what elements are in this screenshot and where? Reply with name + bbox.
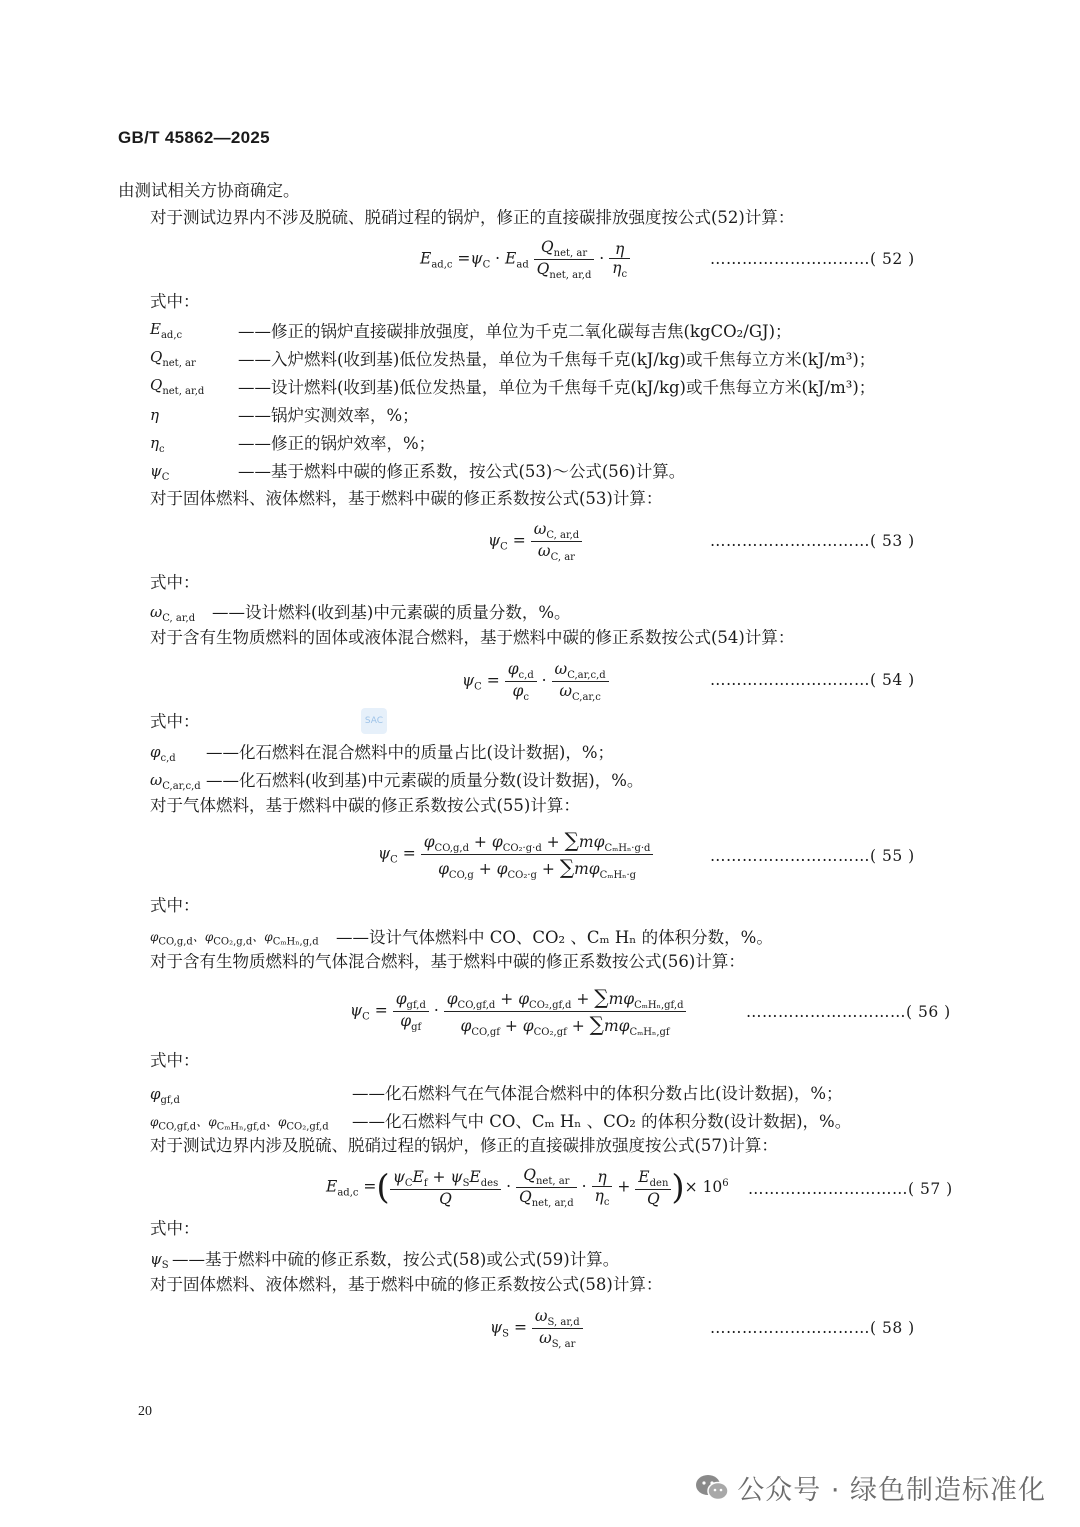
where-label: 式中： [150, 292, 200, 311]
symbol-E-adc: $E_{ad,c}$ [150, 320, 183, 341]
symbol-psi-s: $\psi_S$ [150, 1250, 169, 1271]
paragraph-2: 对于测试边界内不涉及脱硫、脱硝过程的锅炉，修正的直接碳排放强度按公式(52)计算： [150, 208, 795, 227]
paragraph-8: 对于固体燃料、液体燃料，基于燃料中硫的修正系数按公式(58)计算： [150, 1275, 663, 1294]
paragraph-1: 由测试相关方协商确定。 [118, 181, 300, 200]
watermark-text: 公众号 · 绿色制造标准化 [737, 1475, 1046, 1506]
equation-number-54: …………………………( 54 ) [710, 671, 915, 689]
equation-number-58: …………………………( 58 ) [710, 1319, 915, 1337]
where-label-55: 式中： [150, 896, 200, 915]
equation-number-55: …………………………( 55 ) [710, 847, 915, 865]
wechat-icon [695, 1473, 729, 1510]
symbol-eta: η [150, 406, 159, 424]
formula-53: $\psi_C$ = $\frac{\omega_{C, ar,d}}{\omega_{C, ar}}$ [488, 520, 582, 563]
equation-number-57: …………………………( 57 ) [748, 1180, 953, 1198]
equation-number-53: …………………………( 53 ) [710, 532, 915, 550]
symbol-omega-c-arcd: $\omega_{C,ar,c,d}$ [150, 771, 201, 792]
symbol-Q-net-ard: $Q_{net, ar,d}$ [150, 376, 205, 397]
definition-E-adc: ——修正的锅炉直接碳排放强度，单位为千克二氧化碳每吉焦(kgCO₂/GJ)； [238, 322, 792, 341]
definition-psi-s: ——基于燃料中硫的修正系数，按公式(58)或公式(59)计算。 [172, 1250, 620, 1269]
equation-number-52: …………………………( 52 ) [710, 250, 915, 268]
formula-54: $\psi_C$ = $\frac{\varphi_{c,d}}{\varphi_c}$ · $\frac{\omega_{C,ar,c,d}}{\omega_{C,ar,c}}$ [462, 660, 609, 703]
equation-number-56: …………………………( 56 ) [746, 1003, 951, 1021]
definition-eta: ——锅炉实测效率，%； [238, 406, 419, 425]
formula-58: $\psi_S$ = $\frac{\omega_{S, ar,d}}{\omega_{S, ar}}$ [490, 1307, 583, 1350]
symbol-omega-c-ard: $\omega_{C, ar,d}$ [150, 603, 196, 624]
paragraph-5: 对于气体燃料，基于燃料中碳的修正系数按公式(55)计算： [150, 796, 580, 815]
where-label-56: 式中： [150, 1051, 200, 1070]
page-number: 20 [138, 1404, 152, 1419]
definition-Q-net-ar: ——入炉燃料(收到基)低位发热量，单位为千焦每千克(kJ/kg)或千焦每立方米(kJ/m³)； [238, 350, 876, 369]
symbol-phi-gfd: $\varphi_{gf,d}$ [150, 1085, 180, 1106]
definition-eta-c: ——修正的锅炉效率，%； [238, 434, 436, 453]
where-label-53: 式中： [150, 573, 200, 592]
symbol-phi-co-gf-group: $\varphi_{CO,gf,d}$、$\varphi_{C_mH_n,gf,d}$、$\varphi_{CO_2,gf,d}$ [150, 1115, 329, 1133]
definition-Q-net-ard: ——设计燃料(收到基)低位发热量，单位为千焦每千克(kJ/kg)或千焦每立方米(kJ/m³)； [238, 378, 876, 397]
paragraph-4: 对于含有生物质燃料的固体或液体混合燃料，基于燃料中碳的修正系数按公式(54)计算： [150, 628, 795, 647]
definition-phi-gfd: ——化石燃料气在气体混合燃料中的体积分数占比(设计数据)，%； [352, 1084, 843, 1103]
definition-omega-c-arcd: ——化石燃料(收到基)中元素碳的质量分数(设计数据)，%。 [206, 771, 644, 790]
paragraph-6: 对于含有生物质燃料的气体混合燃料，基于燃料中碳的修正系数按公式(56)计算： [150, 952, 745, 971]
definition-phi-co-group: ——设计气体燃料中 CO、CO₂ 、Cₘ Hₙ 的体积分数，%。 [336, 928, 773, 947]
symbol-phi-co-group: $\varphi_{CO,g,d}$、$\varphi_{CO_2,g,d}$、$\varphi_{C_mH_n,g,d}$ [150, 930, 319, 948]
definition-phi-cd: ——化石燃料在混合燃料中的质量占比(设计数据)，%； [206, 743, 615, 762]
watermark [695, 1468, 1046, 1510]
definition-psi-c: ——基于燃料中碳的修正系数，按公式(53)～公式(56)计算。 [238, 462, 686, 481]
symbol-psi-c: $\psi_C$ [150, 462, 170, 483]
formula-55: $\psi_C$ = $\frac{\varphi_{CO,g,d} + \varphi_{CO_2\cdot g\cdot d} + \sum m\varphi_{C_mH_n\cdot g\cdot d}}{\varphi_{CO,g} + \varphi_{CO_2\cdot g} + \sum m\varphi_{C_mH_n\cdot g}}$ [378, 828, 653, 881]
formula-57: $E_{ad,c}$ =( $\frac{\psi_CE_f + \psi_SE_{des}}{Q}$ · $\frac{Q_{net, ar}}{Q_{net, ar,d}}$ · $\frac{\eta}{\eta_c}$ + $\frac{E_{den}}{Q}$ )× $10^6$ [326, 1166, 729, 1210]
sac-logo: SAC [361, 708, 387, 734]
formula-56: $\psi_C$ = $\frac{\varphi_{gf,d}}{\varphi_{gf}}$ · $\frac{\varphi_{CO,gf,d} + \varphi_{CO_2,gf,d} + \sum m\varphi_{C_mH_n,gf,d}}{\varphi_{CO,gf} + \varphi_{CO_2,gf} + \sum m\varphi_{C_mH_n,gf}}$ [350, 985, 686, 1038]
paragraph-7: 对于测试边界内涉及脱硫、脱硝过程的锅炉，修正的直接碳排放强度按公式(57)计算： [150, 1136, 778, 1155]
where-label-54: 式中： [150, 712, 200, 731]
where-label-57: 式中： [150, 1219, 200, 1238]
symbol-Q-net-ar: $Q_{net, ar}$ [150, 348, 196, 369]
definition-omega-c-ard: ——设计燃料(收到基)中元素碳的质量分数，%。 [212, 603, 571, 622]
definition-phi-co-gf-group: ——化石燃料气中 CO、Cₘ Hₙ 、CO₂ 的体积分数(设计数据)，%。 [352, 1112, 852, 1131]
symbol-phi-cd: $\varphi_{c,d}$ [150, 743, 176, 764]
formula-52: $E_{ad,c} =\psi_C \cdot E_{ad}$ $\frac{Q_{net, ar}}{Q_{net, ar,d}}$ · $\frac{\eta}{\eta_c}$ [420, 238, 630, 281]
paragraph-3: 对于固体燃料、液体燃料，基于燃料中碳的修正系数按公式(53)计算： [150, 489, 663, 508]
standard-number: GB/T 45862—2025 [118, 128, 270, 147]
symbol-eta-c: $\eta_c$ [150, 434, 165, 455]
